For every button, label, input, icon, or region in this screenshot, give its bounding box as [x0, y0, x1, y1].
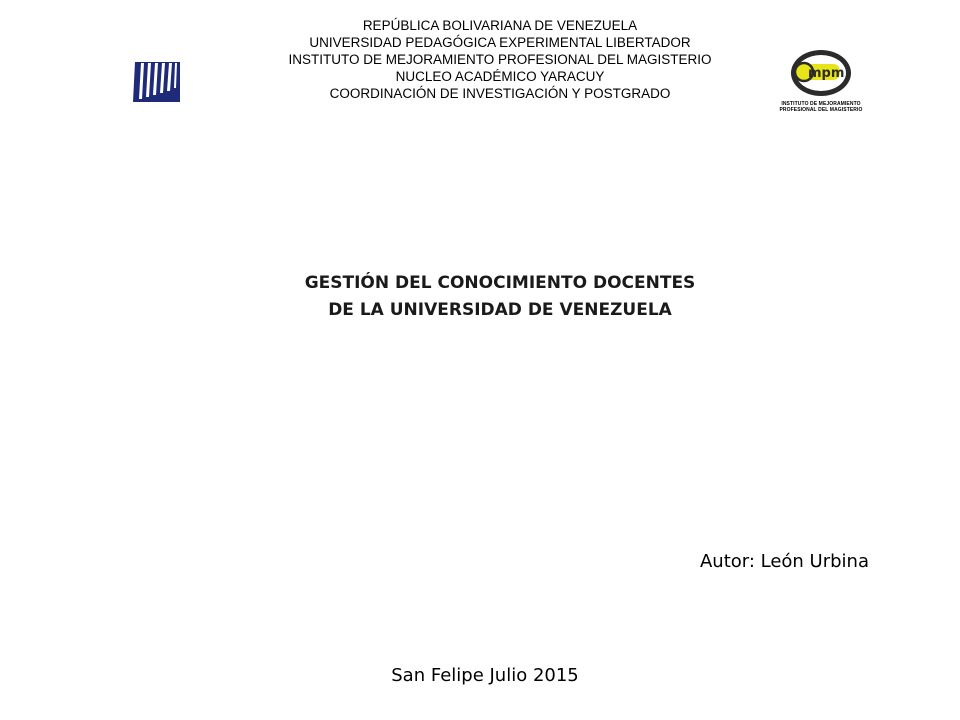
institution-header — [200, 17, 800, 102]
title-line-1: GESTIÓN DEL CONOCIMIENTO DOCENTES — [304, 273, 696, 293]
header-line-institute: INSTITUTO DE MEJORAMIENTO PROFESIONAL DEL MAGISTERIO — [288, 52, 712, 67]
header-line-university: UNIVERSIDAD PEDAGÓGICA EXPERIMENTAL LIBERTADOR — [309, 35, 691, 50]
document-title — [150, 270, 850, 324]
header-line-nucleus: NUCLEO ACADÉMICO YARACUY — [395, 69, 605, 84]
ipm-logo-caption: INSTITUTO DE MEJORAMIENTO PROFESIONAL DEL MAGISTERIO — [779, 101, 863, 113]
upel-striped-logo-icon — [131, 58, 183, 104]
place-date-label: San Felipe Julio 2015 — [391, 665, 579, 686]
svg-text:mpm: mpm — [808, 66, 845, 81]
header-line-country: REPÚBLICA BOLIVARIANA DE VENEZUELA — [362, 18, 638, 33]
author-label: Autor: León Urbina — [699, 551, 869, 572]
ipm-oval-logo-icon — [778, 46, 864, 118]
title-line-2: DE LA UNIVERSIDAD DE VENEZUELA — [328, 300, 672, 320]
header-line-coordination: COORDINACIÓN DE INVESTIGACIÓN Y POSTGRADO — [329, 86, 671, 101]
